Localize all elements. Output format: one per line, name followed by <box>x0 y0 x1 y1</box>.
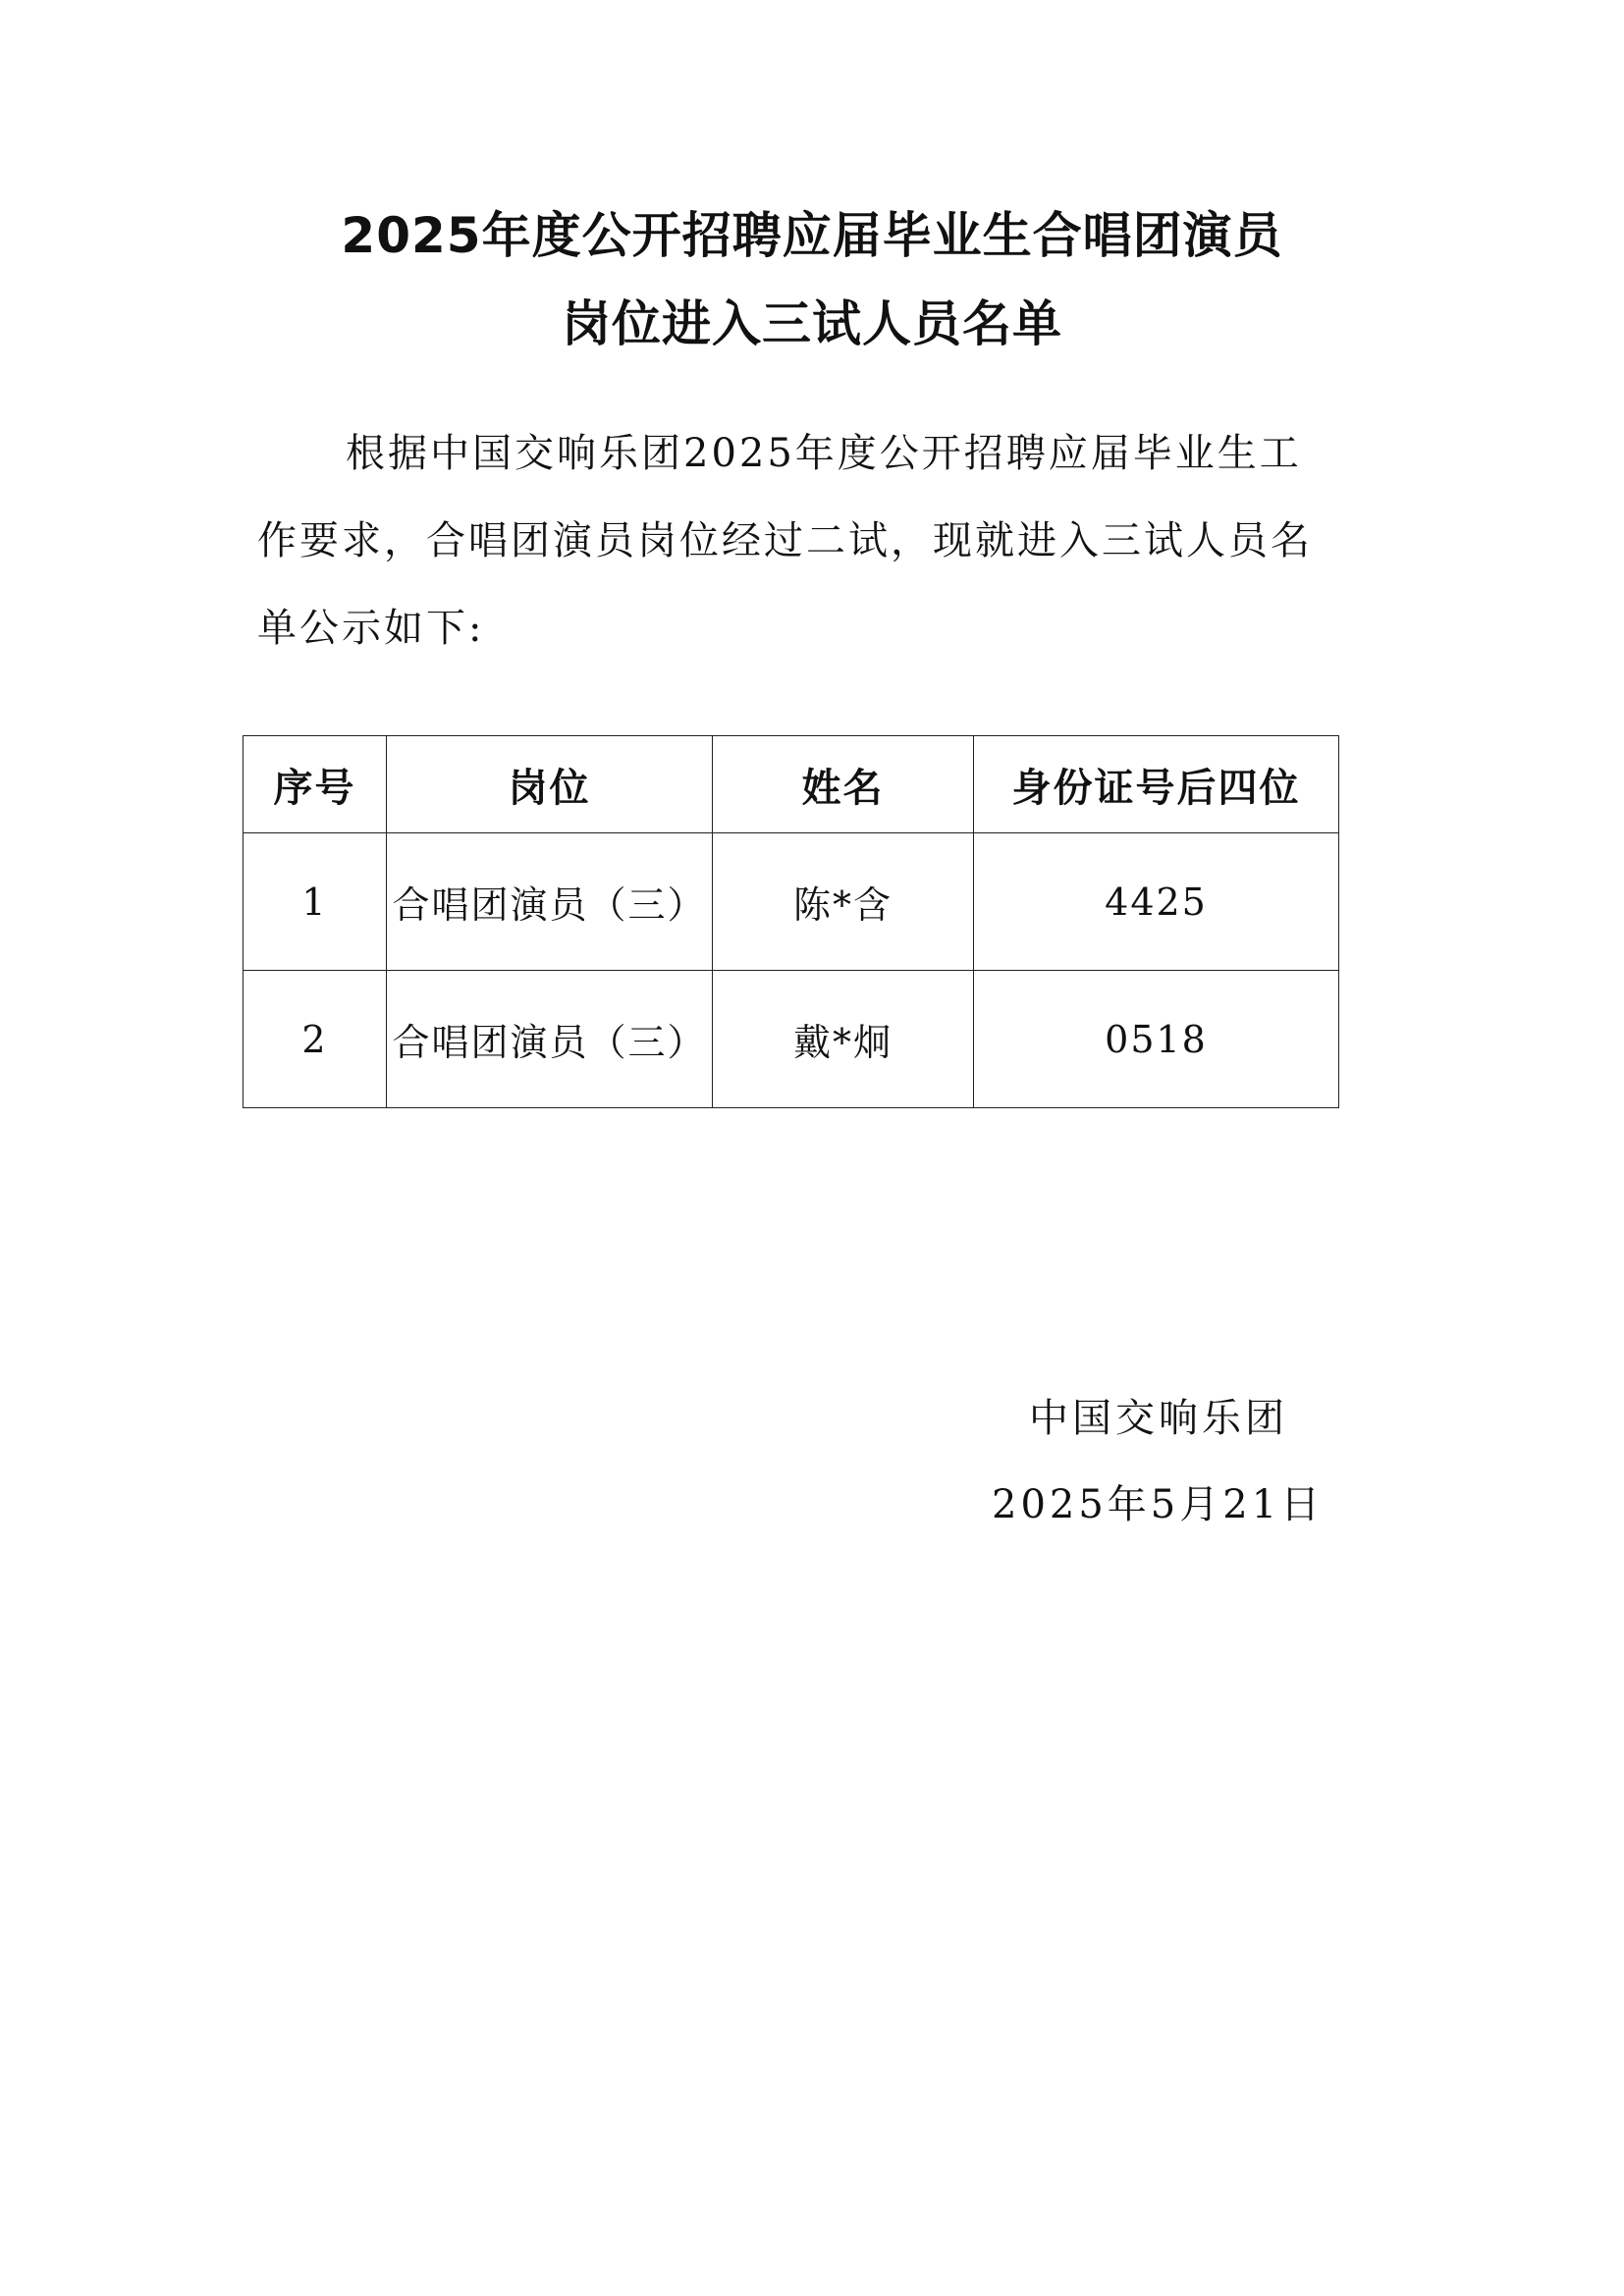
cell-id-last-four: 0518 <box>974 971 1339 1108</box>
cell-id-last-four: 4425 <box>974 833 1339 971</box>
candidate-table <box>243 735 1339 1108</box>
intro-paragraph: 根据中国交响乐团2025年度公开招聘应届毕业生工作要求，合唱团演员岗位经过二试，现就进入三试人员名单公示如下: <box>257 431 1313 651</box>
header-name: 姓名 <box>713 736 974 833</box>
cell-position: 合唱团演员（三） <box>387 833 713 971</box>
table-row <box>244 833 1339 971</box>
header-index: 序号 <box>244 736 387 833</box>
header-id-last-four: 身份证号后四位 <box>974 736 1339 833</box>
cell-index: 2 <box>244 971 387 1108</box>
header-position: 岗位 <box>387 736 713 833</box>
document-title-line2: 岗位进入三试人员名单 <box>562 295 1062 352</box>
cell-name: 陈*含 <box>713 833 974 971</box>
cell-name: 戴*炯 <box>713 971 974 1108</box>
document-title-line1: 2025年度公开招聘应届毕业生合唱团演员 <box>341 207 1283 264</box>
cell-index: 1 <box>244 833 387 971</box>
signature-organization: 中国交响乐团 <box>1029 1396 1288 1441</box>
signature-date: 2025年5月21日 <box>992 1482 1325 1527</box>
table-row <box>244 971 1339 1108</box>
candidate-table-wrapper <box>243 735 1338 1108</box>
table-header-row <box>244 736 1339 833</box>
cell-position: 合唱团演员（三） <box>387 971 713 1108</box>
